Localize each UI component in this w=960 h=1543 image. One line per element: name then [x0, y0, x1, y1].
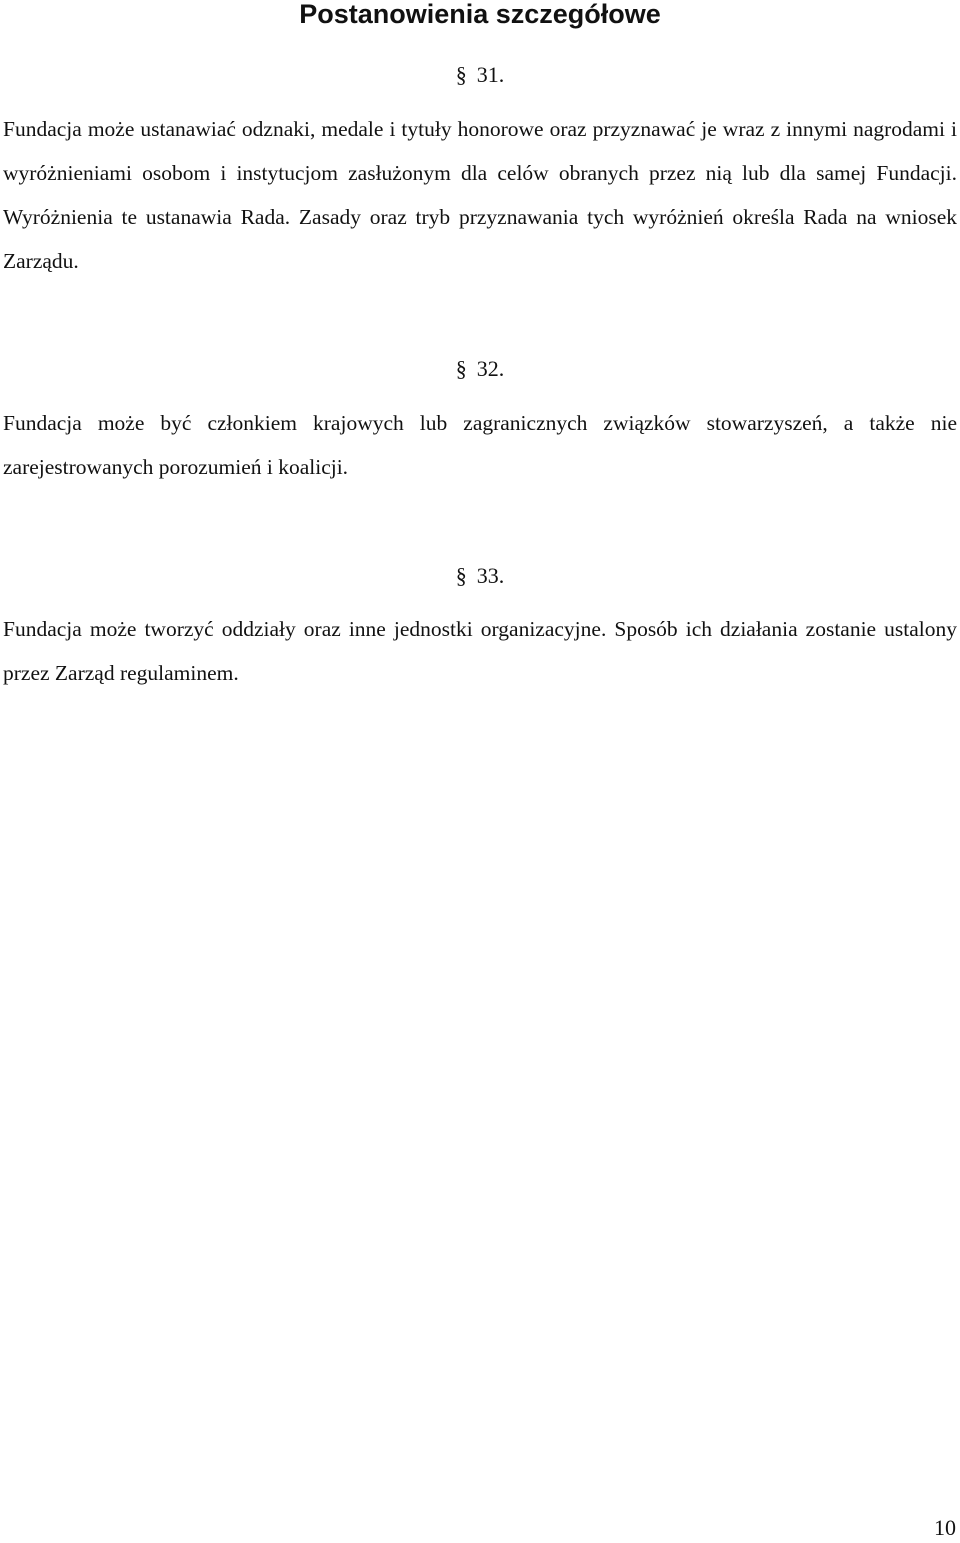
page-heading: Postanowienia szczegółowe — [299, 0, 661, 29]
section-32-text: Fundacja może być członkiem krajowych lub zagranicznych związków stowarzyszeń, a także nie zarejestrowanych porozumień i koalicji. — [3, 411, 957, 479]
section-33-text: Fundacja może tworzyć oddziały oraz inne jednostki organizacyjne. Sposób ich działania zostanie ustalony przez Zarząd regulaminem. — [3, 617, 957, 685]
section-31-marker — [0, 62, 960, 88]
section-number: 33. — [476, 563, 505, 588]
section-symbol: § — [455, 62, 467, 87]
section-32-marker — [0, 356, 960, 382]
section-33-marker — [0, 563, 960, 589]
section-symbol: § — [455, 356, 467, 381]
section-symbol: § — [455, 563, 467, 588]
section-31-text: Fundacja może ustanawiać odznaki, medale i tytuły honorowe oraz przyznawać je wraz z innymi nagrodami i wyróżnieniami osobom i instytucjom zasłużonym dla celów obranych przez nią lub dla samej Fundacji. Wyróżnienia te ustanawia Rada. Zasady oraz tryb przyznawania tych wyróżnień określa Rada na wniosek Zarządu. — [3, 117, 957, 273]
page-number: 10 — [934, 1515, 956, 1540]
section-number: 31. — [476, 62, 505, 87]
section-number: 32. — [476, 356, 505, 381]
